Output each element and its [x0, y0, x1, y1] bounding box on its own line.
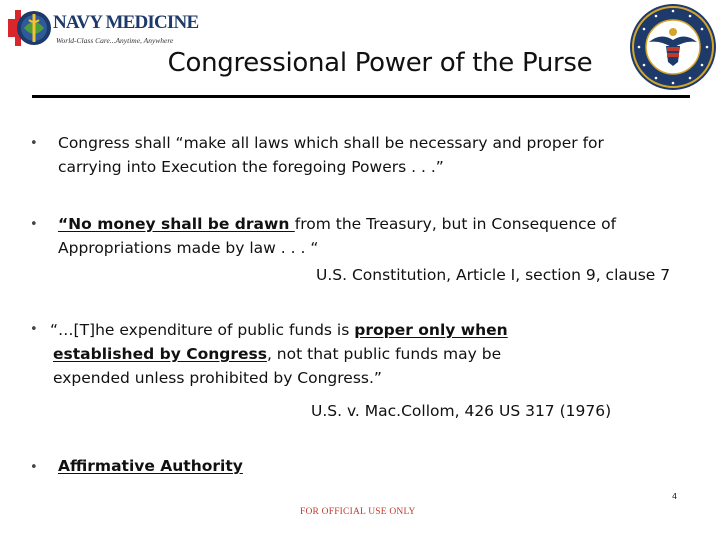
bullet-marker: •: [30, 136, 38, 151]
bullet-1-line-1: Congress shall “make all laws which shall be necessary and proper for: [58, 134, 604, 152]
bullet-3-emphasis-2: established by Congress: [53, 345, 267, 363]
page-number: 4: [672, 492, 678, 501]
logo-title: NAVY MEDICINE: [53, 12, 199, 33]
bullet-1-text: [58, 131, 604, 179]
bullet-3-line-2: [50, 342, 508, 366]
bullet-2-line-1-rest: from the Treasury, but in Consequence of: [294, 215, 617, 233]
bullet-4-text: [58, 454, 243, 478]
bullet-marker: •: [30, 217, 38, 232]
bullet-3-line-1-plain: “…[T]he expenditure of public funds is: [50, 321, 355, 339]
bullet-2-text: [58, 212, 616, 260]
navy-medicine-emblem-icon: [6, 6, 52, 50]
bullet-marker: •: [30, 322, 38, 337]
affirmative-authority-label: Affirmative Authority: [58, 457, 243, 475]
bullet-3-line-3: expended unless prohibited by Congress.”: [53, 369, 382, 387]
classification-footer: FOR OFFICIAL USE ONLY: [300, 507, 416, 517]
navy-seal-icon: [628, 2, 718, 92]
bullet-3-emphasis-1: proper only when: [354, 321, 508, 339]
bullet-1-line-2: carrying into Execution the foregoing Powers . . .”: [58, 158, 444, 176]
bullet-3-line-1: [50, 318, 508, 342]
bullet-3-line-2-rest: , not that public funds may be: [266, 345, 502, 363]
page-title: Congressional Power of the Purse: [167, 48, 593, 78]
bullet-2-citation: U.S. Constitution, Article I, section 9, clause 7: [316, 266, 671, 284]
bullet-2-line-2: Appropriations made by law . . . “: [58, 239, 319, 257]
bullet-3-citation: U.S. v. Mac.Collom, 426 US 317 (1976): [311, 402, 612, 420]
bullet-marker: •: [30, 460, 38, 475]
bullet-2-underlined-phrase: “No money shall be drawn: [58, 215, 295, 233]
logo-tagline: World-Class Care...Anytime, Anywhere: [56, 36, 174, 45]
title-divider: [32, 95, 690, 98]
bullet-2-line-1: [58, 212, 616, 236]
navy-medicine-logo: [6, 4, 199, 52]
bullet-3-text: [50, 318, 508, 390]
